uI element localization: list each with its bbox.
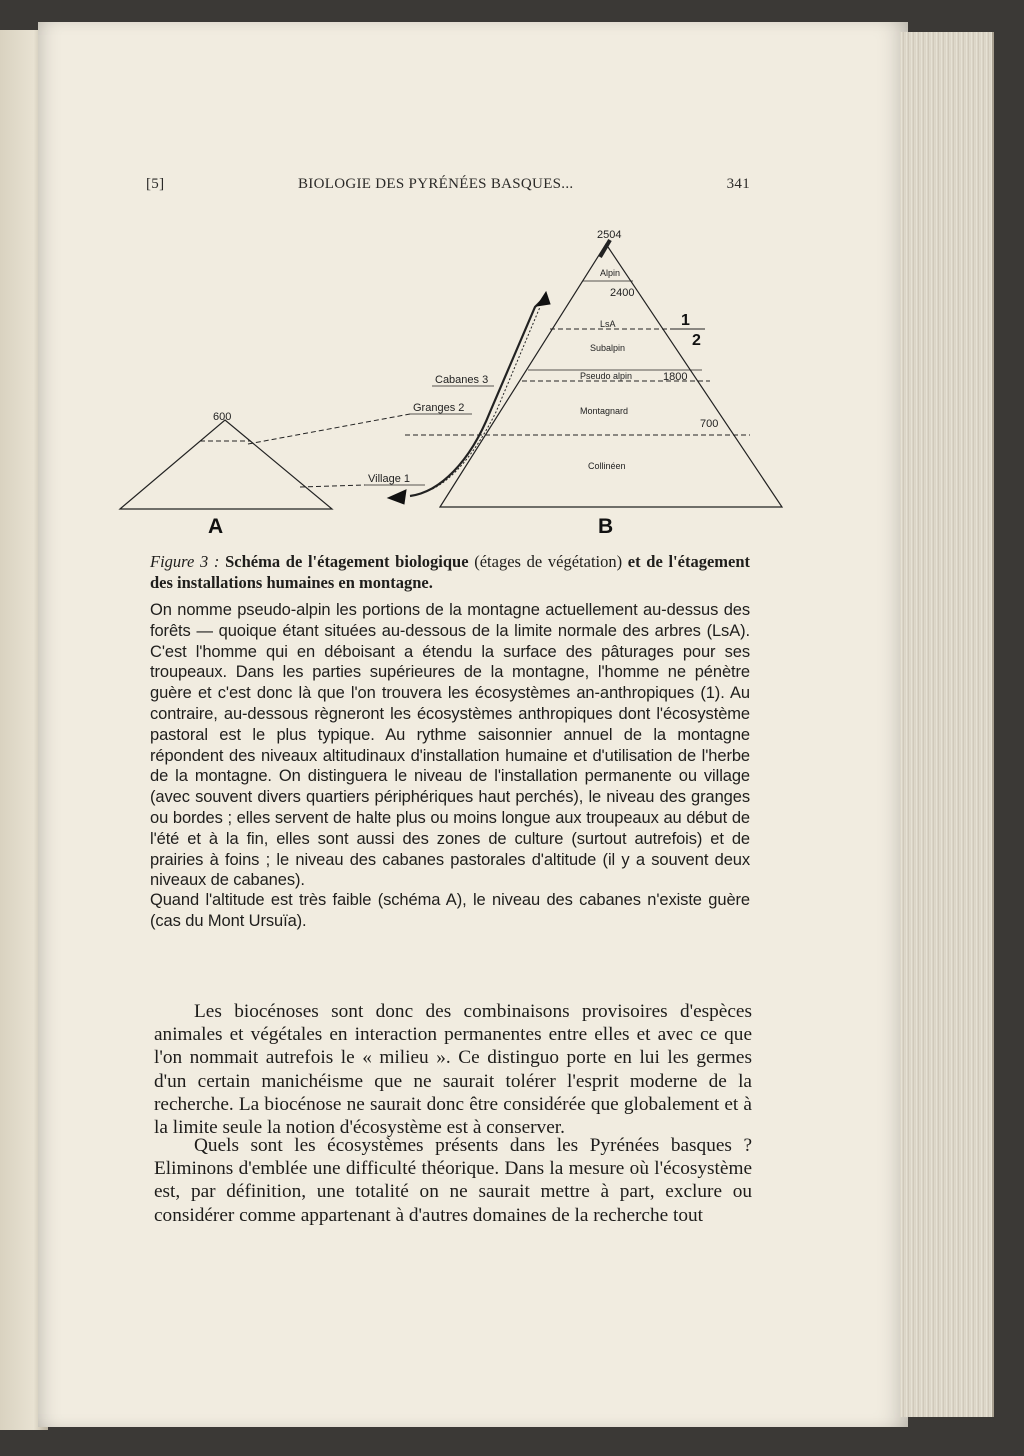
page-number: 341 (726, 176, 750, 192)
caption-bold-2: et de l'étagement des installations humaines en montagne. (150, 552, 751, 592)
altitude-2400-label: 2400 (610, 287, 635, 299)
limit-marker-2: 2 (692, 332, 701, 349)
level-cabanes-label: Cabanes 3 (435, 374, 489, 386)
limit-marker-1: 1 (681, 312, 690, 329)
schema-a-mountain (120, 420, 332, 509)
schema-b-summit-altitude: 2504 (597, 229, 622, 241)
caption-label: Figure 3 : (150, 552, 220, 571)
schema-a-summit-altitude: 600 (213, 411, 232, 423)
schema-b-letter: B (598, 515, 614, 538)
caption-explanation-2: Quand l'altitude est très faible (schéma A), le niveau des cabanes n'existe guère (cas du Mont Ursuïa). (150, 891, 750, 930)
zone-montagnard-label: Montagnard (580, 406, 629, 416)
granges-link-line (248, 414, 410, 444)
schema-a (120, 411, 332, 538)
section-number: [5] (146, 176, 165, 192)
caption-normal: (étages de végétation) (474, 552, 623, 571)
schema-a-letter: A (208, 515, 224, 538)
transhumance-arrow-top (537, 292, 550, 306)
running-title: BIOLOGIE DES PYRÉNÉES BASQUES... (298, 176, 574, 192)
figure-caption (150, 551, 750, 593)
zone-lsa-label: LsA (600, 319, 616, 329)
zone-collineen-label: Collinéen (588, 461, 626, 471)
altitude-700-label: 700 (700, 418, 719, 430)
zone-subalpin-label: Subalpin (590, 343, 626, 353)
transhumance-path-up (410, 297, 545, 496)
body-paragraph-1: Les biocénoses sont donc des combinaisons provisoires d'espèces animales et végétales en interaction permanentes entre elles et avec ce que l'on nommait autrefois le « milieu ». Ce distinguo porte en lui les germes d'un certain manichéisme que ne saurait tolérer l'esprit moderne de la recherche. La biocénose ne saurait donc être considérée que globalement et à la limite seule la notion d'écosystème est à conserver. (154, 1001, 752, 1139)
altitudinal-zonation-figure (110, 222, 790, 542)
running-head (146, 176, 750, 198)
zone-alpin-label: Alpin (600, 268, 621, 278)
transhumance-arrow-head (388, 490, 406, 504)
body-paragraph-2: Quels sont les écosystèmes présents dans les Pyrénées basques ? Eliminons d'emblée une difficulté théorique. Dans la mesure où l'écosystème est, par définition, une totalité on ne saurait mettre à part, exclure ou considérer comme appartenant à d'autres domaines de la recherche tout (154, 1135, 752, 1226)
altitude-1800-label: 1800 (663, 371, 688, 383)
level-village-label: Village 1 (368, 473, 410, 485)
level-granges-label: Granges 2 (413, 402, 465, 414)
installation-levels (248, 292, 550, 504)
zone-pseudo-alpin-label: Pseudo alpin (580, 371, 633, 381)
village-link-line (300, 485, 365, 487)
caption-explanation-1: On nomme pseudo-alpin les portions de la montagne actuellement au-dessus des forêts — quoique étant situées au-dessous de la limite normale des arbres (LsA). C'est l'homme qui en déboisant a étendu la surface des pâturages pour ses troupeaux. Dans les parties supérieures de la montagne, l'homme ne pénètre guère et c'est donc là que l'on trouvera les écosystèmes an-anthropiques (1). Au contraire, au-dessous règneront les écosystèmes anthropiques dont l'écosystème pastoral est le plus typique. Au rythme saisonnier annuel de la montagne répondent des niveaux altitudinaux d'installation humaine et d'utilisation de l'herbe de la montagne. On distinguera le niveau de l'installation permanente ou village (avec souvent divers quartiers périphériques haut perchés), le niveau des granges ou bordes ; elles servent de halte plus ou moins longue aux troupeaux au début de l'été et à la fin, elles sont aussi des zones de culture (surtout autrefois) et de prairies à foins ; le niveau des cabanes pastorales d'altitude (il y a souvent deux niveaux de cabanes). (150, 601, 750, 890)
page-stack-edges (900, 32, 994, 1417)
caption-bold-1: Schéma de l'étagement biologique (225, 552, 469, 571)
